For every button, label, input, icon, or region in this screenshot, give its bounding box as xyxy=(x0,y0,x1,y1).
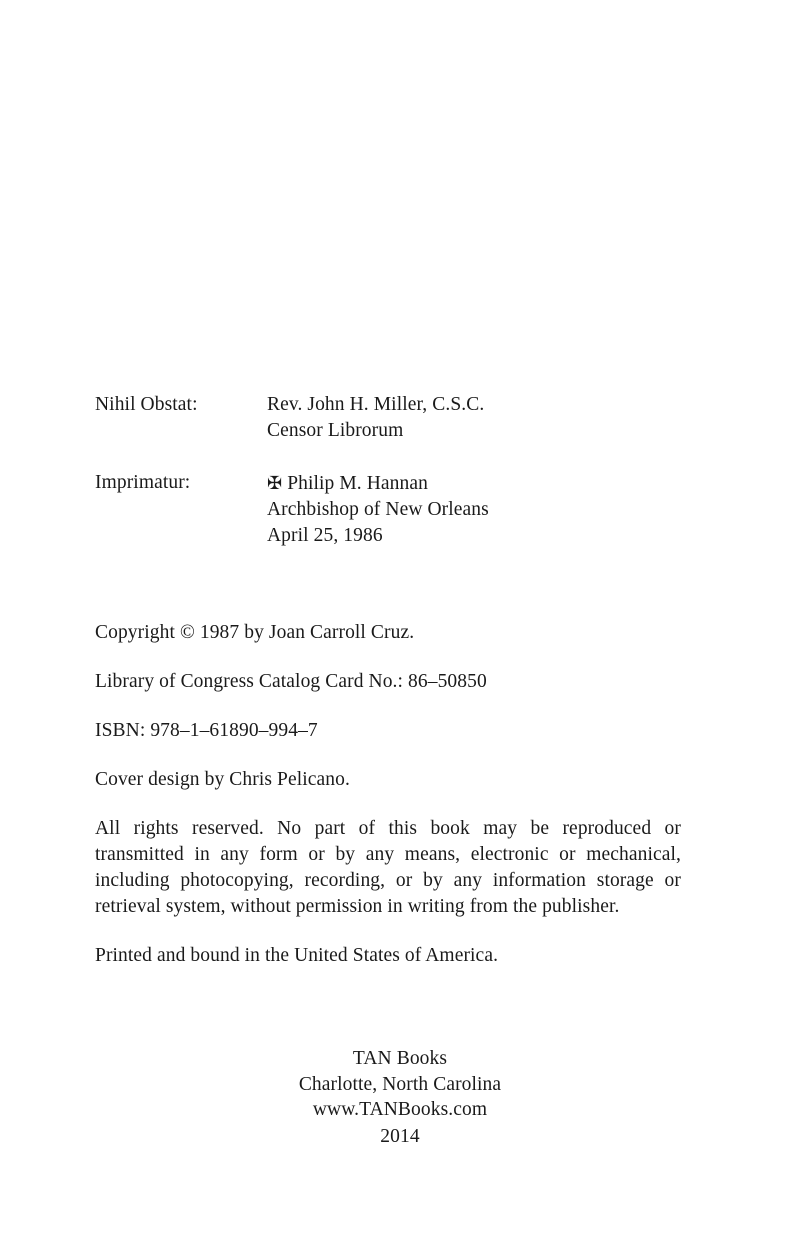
ecclesiastical-approval-block xyxy=(95,392,705,549)
imprimatur-date: April 25, 1986 xyxy=(267,525,383,546)
all-rights-reserved: All rights reserved. No part of this book may be reproduced or transmitted in any form or by any means, electronic or mechanical, including photocopying, recording, or by any information storage or retrieval system, without permission in writing from the publisher. xyxy=(95,818,681,917)
isbn: ISBN: 978–1–61890–994–7 xyxy=(95,720,318,741)
cover-design-credit: Cover design by Chris Pelicano. xyxy=(95,769,350,790)
imprimatur-row xyxy=(95,470,705,549)
publisher-city: Charlotte, North Carolina xyxy=(298,1073,502,1095)
printing-location: Printed and bound in the United States of America. xyxy=(95,945,499,966)
copyright-block xyxy=(95,620,681,969)
imprimatur-name-line xyxy=(267,470,705,497)
nihil-obstat-row xyxy=(95,392,705,444)
publisher-block xyxy=(0,1046,800,1149)
nihil-obstat-title: Censor Librorum xyxy=(267,420,404,441)
imprimatur-title: Archbishop of New Orleans xyxy=(267,499,489,520)
imprimatur-name: Philip M. Hannan xyxy=(287,473,428,494)
imprimatur-label: Imprimatur: xyxy=(95,472,191,493)
publisher-name: TAN Books xyxy=(352,1048,448,1069)
copyright-notice: Copyright © 1987 by Joan Carroll Cruz. xyxy=(95,622,415,643)
nihil-obstat-value xyxy=(267,392,705,444)
publisher-website: www.TANBooks.com xyxy=(312,1099,488,1120)
imprimatur-value xyxy=(267,470,705,549)
publication-year: 2014 xyxy=(380,1125,420,1147)
loc-catalog-number: Library of Congress Catalog Card No.: 86–50850 xyxy=(95,671,487,692)
nihil-obstat-name: Rev. John H. Miller, C.S.C. xyxy=(267,394,485,415)
nihil-obstat-label: Nihil Obstat: xyxy=(95,394,198,415)
latin-cross-icon: ✠ xyxy=(267,473,283,493)
